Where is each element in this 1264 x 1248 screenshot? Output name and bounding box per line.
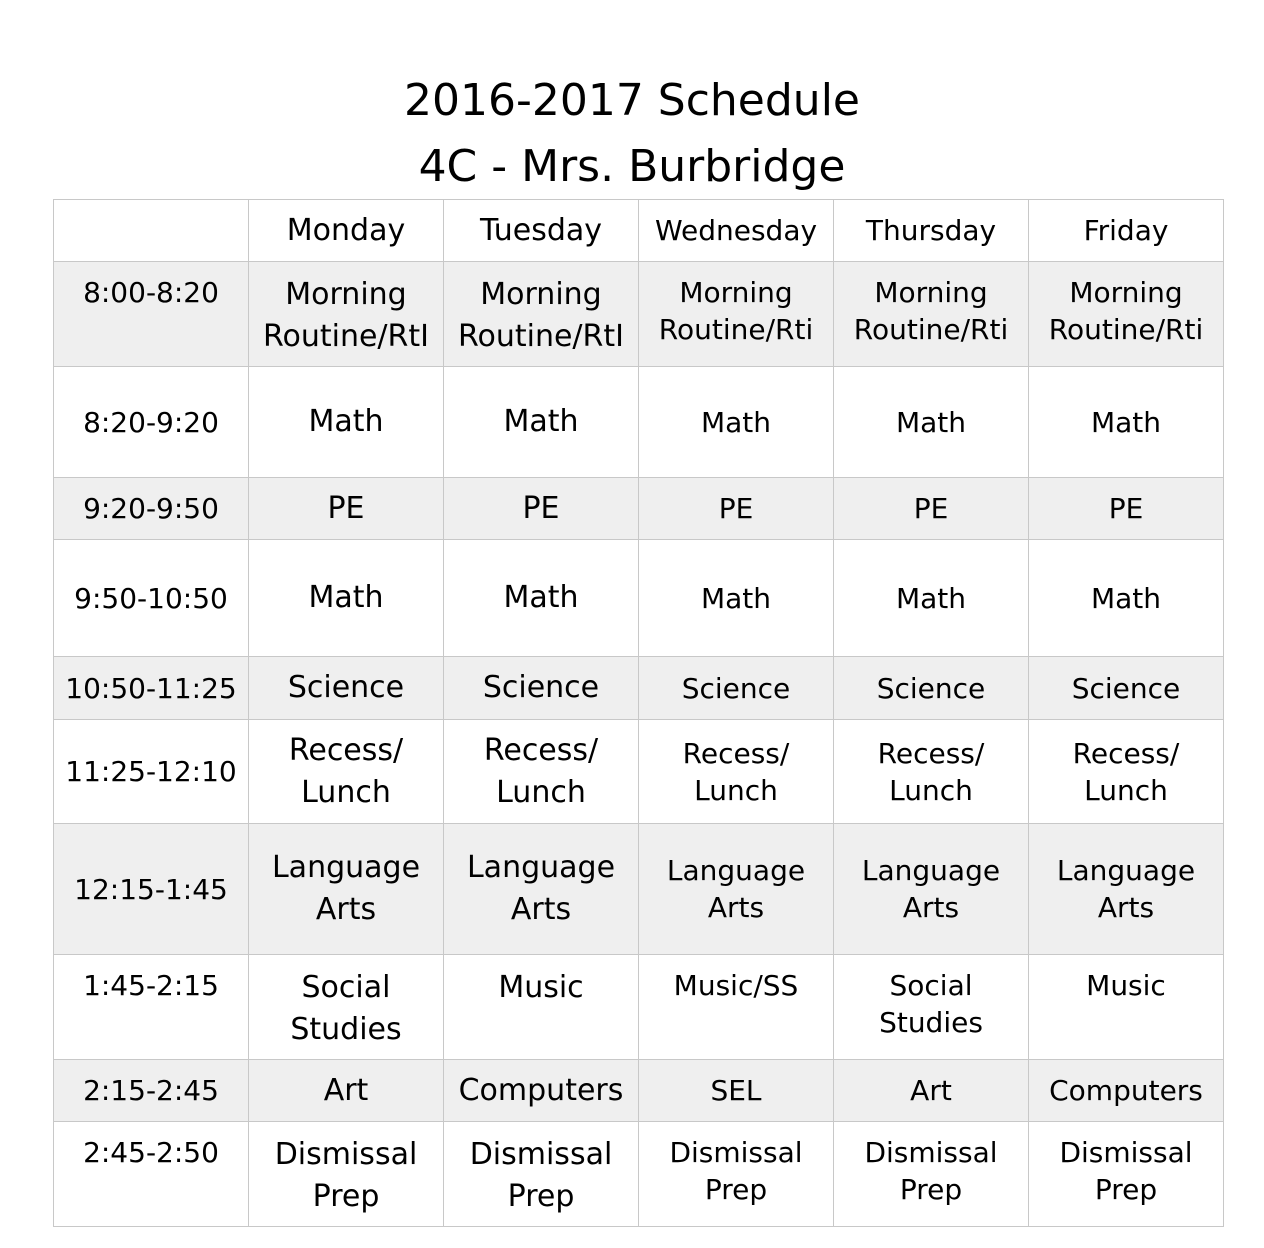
header-row <box>54 200 1224 262</box>
table-row <box>54 1060 1224 1122</box>
time-cell: 2:45-2:50 <box>54 1122 249 1227</box>
schedule-cell <box>444 955 639 1060</box>
schedule-cell <box>639 1122 834 1227</box>
schedule-cell <box>639 262 834 367</box>
table-row <box>54 720 1224 824</box>
schedule-cell <box>444 262 639 367</box>
subject-cell-friday: PE <box>1108 492 1144 525</box>
schedule-cell <box>249 657 444 720</box>
subject-cell-monday: PE <box>327 490 365 526</box>
schedule-cell <box>1029 720 1224 824</box>
schedule-cell <box>834 540 1029 657</box>
schedule-cell <box>834 657 1029 720</box>
schedule-cell <box>639 1060 834 1122</box>
schedule-cell <box>249 720 444 824</box>
table-row <box>54 1122 1224 1227</box>
title-line-class: 4C - Mrs. Burbridge <box>418 141 846 192</box>
schedule-cell <box>639 824 834 955</box>
page-title <box>0 68 1264 200</box>
subject-cell-monday: Language Arts <box>271 850 421 927</box>
schedule-cell <box>834 1060 1029 1122</box>
schedule-cell <box>249 1122 444 1227</box>
schedule-cell <box>249 955 444 1060</box>
schedule-cell <box>639 367 834 478</box>
subject-cell-friday: Science <box>1071 671 1181 705</box>
subject-cell-tuesday: Math <box>503 404 579 439</box>
subject-cell-wednesday: Science <box>681 671 791 705</box>
schedule-cell <box>444 720 639 824</box>
subject-cell-monday: Social Studies <box>290 970 402 1047</box>
subject-cell-wednesday: SEL <box>710 1074 762 1107</box>
table-row <box>54 540 1224 657</box>
subject-cell-tuesday: Language Arts <box>466 850 616 927</box>
subject-cell-wednesday: Music/SS <box>673 969 799 1002</box>
subject-cell-wednesday: Language Arts <box>666 854 806 924</box>
subject-cell-wednesday: Morning Routine/Rti <box>658 276 814 346</box>
schedule-cell <box>1029 955 1224 1060</box>
subject-cell-friday: Computers <box>1049 1074 1203 1107</box>
subject-cell-thursday: Social Studies <box>879 969 983 1039</box>
schedule-cell <box>249 367 444 478</box>
table-row <box>54 824 1224 955</box>
subject-cell-thursday: Math <box>895 581 967 615</box>
subject-cell-tuesday: Morning Routine/RtI <box>458 277 624 354</box>
schedule-cell <box>1029 367 1224 478</box>
schedule-cell <box>249 1060 444 1122</box>
schedule-cell <box>639 657 834 720</box>
subject-cell-monday: Dismissal Prep <box>274 1137 418 1214</box>
schedule-cell <box>639 955 834 1060</box>
subject-cell-wednesday: PE <box>718 492 754 525</box>
day-header: Thursday <box>834 200 1029 262</box>
time-cell: 2:15-2:45 <box>54 1060 249 1122</box>
corner-cell <box>54 200 249 262</box>
schedule-cell <box>834 262 1029 367</box>
schedule-cell <box>249 478 444 540</box>
schedule-cell <box>444 1060 639 1122</box>
schedule-cell <box>444 367 639 478</box>
subject-cell-thursday: Art <box>910 1074 952 1107</box>
subject-cell-friday: Morning Routine/Rti <box>1048 276 1204 346</box>
subject-cell-tuesday: Recess/ Lunch <box>483 732 599 810</box>
schedule-cell <box>639 478 834 540</box>
schedule-table <box>53 199 1224 1227</box>
table-row <box>54 262 1224 367</box>
subject-cell-thursday: Dismissal Prep <box>864 1136 998 1206</box>
subject-cell-monday: Recess/ Lunch <box>288 732 404 810</box>
time-cell: 10:50-11:25 <box>54 657 249 720</box>
subject-cell-thursday: Morning Routine/Rti <box>853 276 1009 346</box>
day-header: Tuesday <box>444 200 639 262</box>
subject-cell-wednesday: Math <box>700 405 772 439</box>
schedule-cell <box>1029 657 1224 720</box>
time-cell: 11:25-12:10 <box>54 720 249 824</box>
schedule-cell <box>249 824 444 955</box>
subject-cell-thursday: Language Arts <box>861 854 1001 924</box>
time-cell: 9:20-9:50 <box>54 478 249 540</box>
subject-cell-wednesday: Dismissal Prep <box>669 1136 803 1206</box>
subject-cell-monday: Morning Routine/RtI <box>263 277 429 354</box>
subject-cell-thursday: Science <box>876 671 986 705</box>
schedule-cell <box>639 540 834 657</box>
subject-cell-monday: Art <box>323 1072 369 1108</box>
day-header: Monday <box>249 200 444 262</box>
schedule-cell <box>444 824 639 955</box>
schedule-cell <box>834 478 1029 540</box>
schedule-cell <box>249 540 444 657</box>
schedule-cell <box>1029 540 1224 657</box>
schedule-cell <box>1029 478 1224 540</box>
subject-cell-tuesday: PE <box>522 490 560 526</box>
schedule-cell <box>834 824 1029 955</box>
time-cell: 8:00-8:20 <box>54 262 249 367</box>
schedule-cell <box>1029 1060 1224 1122</box>
subject-cell-thursday: PE <box>913 492 949 525</box>
schedule-cell <box>249 262 444 367</box>
day-header: Friday <box>1029 200 1224 262</box>
schedule-cell <box>834 1122 1029 1227</box>
subject-cell-monday: Math <box>308 404 384 439</box>
subject-cell-monday: Science <box>287 670 405 705</box>
subject-cell-friday: Language Arts <box>1056 854 1196 924</box>
schedule-cell <box>834 955 1029 1060</box>
time-cell: 8:20-9:20 <box>54 367 249 478</box>
time-cell: 9:50-10:50 <box>54 540 249 657</box>
schedule-cell <box>639 720 834 824</box>
table-row <box>54 478 1224 540</box>
schedule-cell <box>1029 262 1224 367</box>
subject-cell-friday: Music <box>1086 969 1166 1002</box>
schedule-cell <box>834 367 1029 478</box>
subject-cell-friday: Recess/ Lunch <box>1072 736 1180 807</box>
schedule-cell <box>1029 1122 1224 1227</box>
subject-cell-wednesday: Math <box>700 581 772 615</box>
table-row <box>54 657 1224 720</box>
subject-cell-thursday: Recess/ Lunch <box>877 736 985 807</box>
subject-cell-friday: Dismissal Prep <box>1059 1136 1193 1206</box>
table-row <box>54 367 1224 478</box>
subject-cell-tuesday: Math <box>503 580 579 615</box>
schedule-cell <box>444 1122 639 1227</box>
schedule-cell <box>444 657 639 720</box>
schedule-cell <box>444 540 639 657</box>
subject-cell-friday: Math <box>1090 405 1162 439</box>
schedule-cell <box>444 478 639 540</box>
subject-cell-friday: Math <box>1090 581 1162 615</box>
title-line-schedule: 2016-2017 Schedule <box>403 75 860 126</box>
subject-cell-tuesday: Computers <box>458 1072 624 1108</box>
subject-cell-tuesday: Music <box>498 970 584 1005</box>
subject-cell-wednesday: Recess/ Lunch <box>682 736 790 807</box>
schedule-cell <box>834 720 1029 824</box>
subject-cell-tuesday: Dismissal Prep <box>469 1137 613 1214</box>
subject-cell-monday: Math <box>308 580 384 615</box>
schedule-cell <box>1029 824 1224 955</box>
subject-cell-thursday: Math <box>895 405 967 439</box>
time-cell: 12:15-1:45 <box>54 824 249 955</box>
subject-cell-tuesday: Science <box>482 670 600 705</box>
time-cell: 1:45-2:15 <box>54 955 249 1060</box>
day-header: Wednesday <box>639 200 834 262</box>
table-row <box>54 955 1224 1060</box>
